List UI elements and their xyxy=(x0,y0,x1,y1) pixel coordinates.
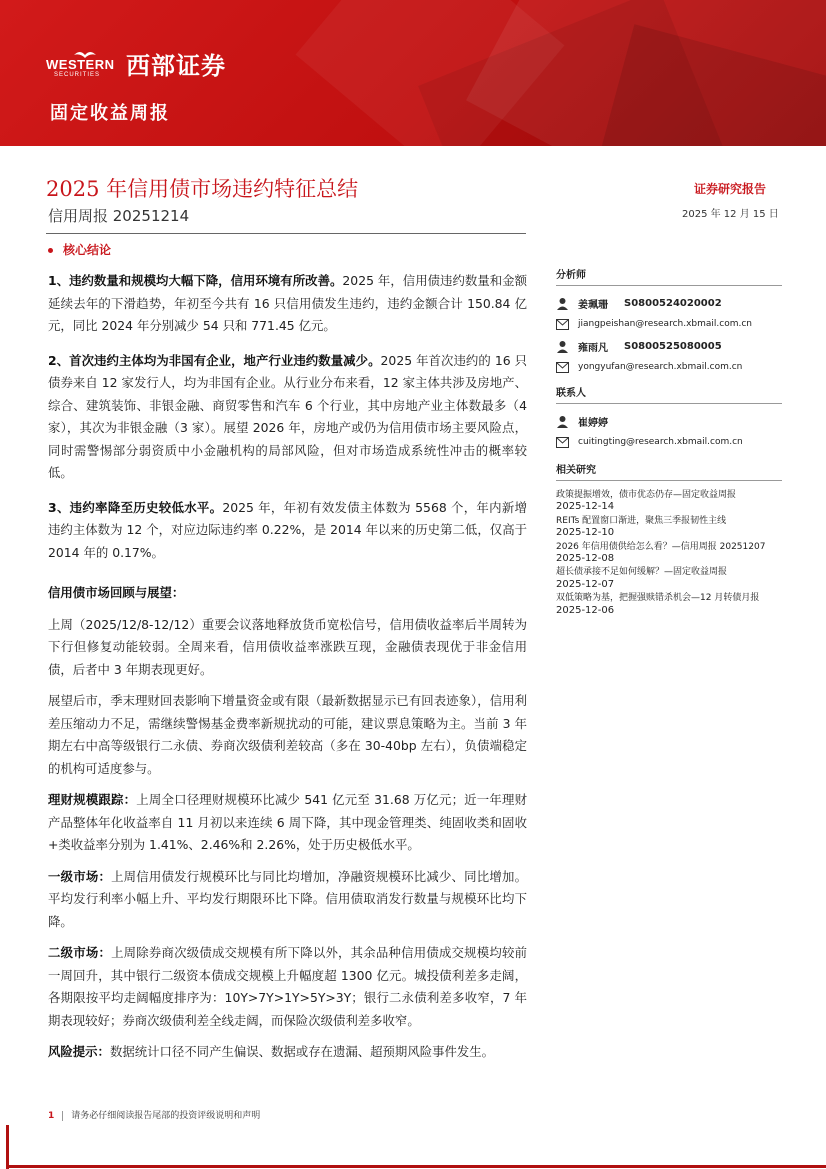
logo-cn-text: 西部证券 xyxy=(126,52,226,80)
contact-email[interactable]: cuitingting@research.xbmail.com.cn xyxy=(578,437,743,447)
related-item[interactable]: 2026 年信用债供给怎么看？—信用周报 20251207 2025-12-08 xyxy=(556,541,766,565)
risk-warning-para: 风险提示：数据统计口径不同产生偏误、数据或存在遗漏、超预期风险事件发生。 xyxy=(48,1044,495,1059)
analyst-row xyxy=(556,337,782,355)
related-item[interactable]: 超长债承接不足如何缓解？—固定收益周报 2025-12-07 xyxy=(556,567,728,590)
analyst-cert: S0800524020002 xyxy=(624,297,722,309)
corner-decoration xyxy=(6,1125,9,1169)
brand-logo xyxy=(46,46,226,81)
analyst-cert: S0800525080005 xyxy=(624,340,722,352)
related-item[interactable]: 双低策略为基，把握强赎错杀机会—12 月转债月报 2025-12-06 xyxy=(556,593,760,616)
related-item[interactable]: 政策提振增效，债市优态仍存—固定收益周报 2025-12-14 xyxy=(556,490,737,513)
header-banner xyxy=(0,0,826,146)
analyst-name: 雍雨凡 xyxy=(578,342,608,354)
sidebar xyxy=(556,266,782,618)
report-type: 固定收益周报 xyxy=(50,103,170,124)
secondary-market-para: 二级市场：上周除券商次级债成交规模有所下降以外，其余品种信用债成交规模均较前一周回升，其中银行二级资本债成交规模上升幅度超 1300 亿元。城投债利差多走阔，各期限按平均走阔幅度排序为：10Y>7Y>1Y>5Y>3Y；银行二永债利差多收窄，7 年期表现较好；券商次级债利差全线走阔，而保险次级债利差多收窄。 xyxy=(48,945,528,1028)
bottom-rule xyxy=(6,1165,826,1168)
disclaimer-text: 请务必仔细阅读报告尾部的投资评级说明和声明 xyxy=(71,1111,261,1121)
contact-row xyxy=(556,412,782,430)
email-row xyxy=(556,315,782,333)
related-item[interactable]: REITs 配置窗口渐进，聚焦三季报韧性主线 2025-12-10 xyxy=(556,515,727,539)
analyst-name: 姜珮珊 xyxy=(578,299,608,311)
report-category-tag: 证券研究报告 xyxy=(694,182,767,196)
wealth-management-para: 理财规模跟踪：上周全口径理财规模环比减少 541 亿元至 31.68 万亿元；近一年理财产品整体年化收益率自 11 月初以来连续 6 周下降，其中现金管理类、纯固收类和固收+类收益率分别为 1.41%、2.46%和 2.26%，处于历史极低水平。 xyxy=(48,792,527,852)
logo-en-subtext: SECURITIES xyxy=(54,71,101,78)
review-para-1: 上周（2025/12/8-12/12）重要会议落地释放货币宽松信号，信用债收益率后半周转为下行但修复动能较弱。全周来看，信用债收益率涨跌互现，金融债表现优于非金信用债，后者中 3 年期表现更好。 xyxy=(48,616,527,677)
logo-en-text: WESTERN xyxy=(46,56,115,72)
conclusion-1: 1、违约数量和规模均大幅下降，信用环境有所改善。2025 年，信用债违约数量和金额延续去年的下滑趋势，年初至今共有 16 只信用债发生违约，违约金额合计 150.84 亿元，同比 2024 年分别减少 54 只和 771.45 亿元。 xyxy=(48,273,527,333)
person-icon xyxy=(556,415,569,428)
core-conclusion-heading: 核心结论 xyxy=(48,241,111,258)
divider xyxy=(46,233,526,234)
analysts-heading: 分析师 xyxy=(556,266,782,286)
related-research-list xyxy=(556,489,782,617)
person-icon xyxy=(556,297,569,310)
analyst-row xyxy=(556,294,782,312)
contact-name: 崔婷婷 xyxy=(578,417,608,429)
bullet-icon xyxy=(48,248,53,253)
mail-icon xyxy=(556,437,569,448)
main-content xyxy=(48,270,527,1064)
page-subtitle: 信用周报 20251214 xyxy=(48,207,190,225)
mail-icon xyxy=(556,319,569,330)
email-row xyxy=(556,433,782,451)
page-title: 2025 年信用债市场违约特征总结 xyxy=(46,177,359,201)
analyst-email[interactable]: jiangpeishan@research.xbmail.com.cn xyxy=(578,319,753,329)
review-heading: 信用债市场回顾与展望： xyxy=(48,585,185,600)
person-icon xyxy=(556,340,569,353)
review-para-2: 展望后市，季末理财回表影响下增量资金或有限（最新数据显示已有回表迹象），信用利差压缩动力不足，需继续警惕基金费率新规扰动的可能，建议票息策略为主。当前 3 年期左右中高等级银行二永债、券商次级债利差较高（多在 30-40bp 左右），负债端稳定的机构可适度参与。 xyxy=(48,693,527,776)
report-date: 2025 年 12 月 15 日 xyxy=(682,209,779,220)
contact-heading: 联系人 xyxy=(556,384,782,404)
conclusion-3: 3、违约率降至历史较低水平。2025 年，年初有效发债主体数为 5568 个，年内新增违约主体数为 12 个，对应边际违约率 0.22%，是 2014 年以来的历史第二低，仅高于 2014 年的 0.17%。 xyxy=(48,499,527,560)
mail-icon xyxy=(556,362,569,373)
email-row xyxy=(556,358,782,376)
western-logo-mark xyxy=(46,49,124,79)
primary-market-para: 一级市场：上周信用债发行规模环比与同比均增加，净融资规模环比减少、同比增加。平均发行利率小幅上升、平均发行期限环比下降。信用债取消发行数量与规模环比均下降。 xyxy=(48,868,528,929)
page-number: 1 xyxy=(48,1111,55,1121)
related-research-heading: 相关研究 xyxy=(556,461,782,481)
conclusion-2: 2、首次违约主体均为非国有企业，地产行业违约数量减少。2025 年首次违约的 16 只债券来自 12 家发行人，均为非国有企业。从行业分布来看，12 家主体共涉及房地产、综合、建筑装饰、非银金融、商贸零售和汽车 6 个行业，其中房地产业主体数最多（4 家），其次为非银金融（3 家）。展望 2026 年，房地产或仍为信用债市场主要风险点，同时需警惕部分弱资质中小金融机构的局部风险，但对市场造成系统性冲击的概率较低。 xyxy=(48,352,527,480)
page-footer xyxy=(48,1108,260,1121)
analyst-email[interactable]: yongyufan@research.xbmail.com.cn xyxy=(578,362,743,372)
